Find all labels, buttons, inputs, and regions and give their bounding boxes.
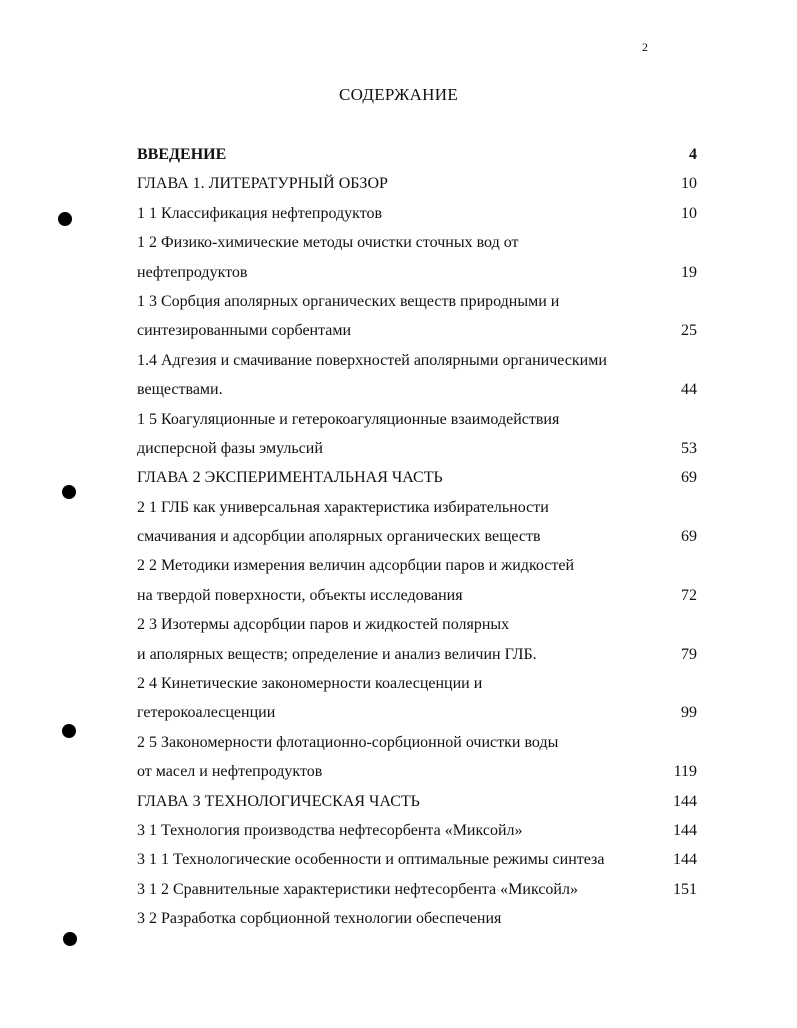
toc-entry-title: и аполярных веществ; определение и анализ величин ГЛБ. (137, 645, 537, 663)
toc-entry-page: 144 (673, 851, 697, 869)
toc-entry-title: синтезированными сорбентами (137, 322, 352, 340)
toc-entry (137, 258, 697, 287)
toc-entry-title: нефтепродуктов (137, 263, 248, 281)
toc-entry (137, 228, 697, 257)
toc-entry-title: 1.4 Адгезия и смачивание поверхностей аполярными органическими (137, 351, 607, 369)
toc-entry-page: 10 (681, 204, 697, 222)
toc-entry-title: веществами. (137, 381, 223, 399)
binder-hole (63, 932, 77, 946)
table-of-contents (137, 140, 697, 934)
toc-entry (137, 169, 697, 198)
toc-entry-page: 44 (681, 381, 697, 399)
binder-hole (58, 212, 72, 226)
toc-entry-title: 1 1 Классификация нефтепродуктов (137, 204, 383, 222)
toc-entry (137, 816, 697, 845)
toc-entry-title: смачивания и адсорбции аполярных органических веществ (137, 528, 541, 546)
toc-entry-page: 144 (673, 792, 697, 810)
toc-entry-page: 144 (673, 821, 697, 839)
toc-entry-page: 99 (681, 704, 697, 722)
toc-entry-title: 1 3 Сорбция аполярных органических веществ природными и (137, 292, 560, 310)
toc-entry (137, 845, 697, 874)
toc-entry-page: 19 (681, 263, 697, 281)
toc-entry (137, 551, 697, 580)
toc-entry (137, 904, 697, 933)
toc-entry (137, 757, 697, 786)
toc-entry-title: ГЛАВА 3 ТЕХНОЛОГИЧЕСКАЯ ЧАСТЬ (137, 792, 420, 810)
toc-entry-page: 72 (681, 586, 697, 604)
toc-entry (137, 640, 697, 669)
toc-entry-title: 2 2 Методики измерения величин адсорбции паров и жидкостей (137, 557, 575, 575)
toc-entry-title: 1 2 Физико-химические методы очистки сточных вод от (137, 234, 519, 252)
toc-entry-title: от масел и нефтепродуктов (137, 763, 323, 781)
binder-hole (62, 485, 76, 499)
toc-entry (137, 787, 697, 816)
toc-entry (137, 698, 697, 727)
toc-entry-title: 3 1 1 Технологические особенности и оптимальные режимы синтеза (137, 851, 605, 869)
toc-entry (137, 493, 697, 522)
toc-entry-page: 69 (681, 469, 697, 487)
toc-entry (137, 610, 697, 639)
toc-entry-title: 1 5 Коагуляционные и гетерокоагуляционные взаимодействия (137, 410, 560, 428)
toc-entry-title: 2 5 Закономерности флотационно-сорбционной очистки воды (137, 733, 559, 751)
toc-entry (137, 287, 697, 316)
toc-entry-page: 119 (673, 763, 697, 781)
toc-entry-page: 79 (681, 645, 697, 663)
toc-entry-page: 69 (681, 528, 697, 546)
toc-entry-page: 10 (681, 175, 697, 193)
toc-entry-title: 2 1 ГЛБ как универсальная характеристика избирательности (137, 498, 549, 516)
toc-entry-title: ВВЕДЕНИЕ (137, 146, 227, 163)
toc-entry-page: 4 (689, 146, 697, 163)
toc-entry-title: 2 4 Кинетические закономерности коалесценции и (137, 675, 483, 693)
toc-entry-page: 25 (681, 322, 697, 340)
toc-entry (137, 463, 697, 492)
toc-entry (137, 581, 697, 610)
toc-entry-title: 2 3 Изотермы адсорбции паров и жидкостей полярных (137, 616, 510, 634)
toc-entry-title: 3 1 Технология производства нефтесорбента «Миксойл» (137, 821, 523, 839)
toc-entry (137, 199, 697, 228)
toc-entry (137, 346, 697, 375)
binder-hole (62, 724, 76, 738)
toc-entry (137, 140, 697, 169)
toc-entry (137, 728, 697, 757)
toc-entry-title: на твердой поверхности, объекты исследования (137, 586, 463, 604)
page-title: СОДЕРЖАНИЕ (338, 85, 459, 104)
toc-entry-title: ГЛАВА 1. ЛИТЕРАТУРНЫЙ ОБЗОР (137, 175, 388, 193)
toc-entry (137, 434, 697, 463)
toc-entry (137, 875, 697, 904)
toc-entry-title: гетерокоалесценции (137, 704, 276, 722)
toc-entry-title: ГЛАВА 2 ЭКСПЕРИМЕНТАЛЬНАЯ ЧАСТЬ (137, 469, 443, 487)
toc-entry (137, 522, 697, 551)
toc-entry-title: дисперсной фазы эмульсий (137, 439, 323, 457)
toc-entry (137, 375, 697, 404)
toc-entry-title: 3 1 2 Сравнительные характеристики нефтесорбента «Миксойл» (137, 880, 578, 898)
toc-entry (137, 405, 697, 434)
toc-entry-title: 3 2 Разработка сорбционной технологии обеспечения (137, 910, 502, 928)
page-number: 2 (642, 40, 648, 54)
toc-entry (137, 316, 697, 345)
toc-entry-page: 151 (673, 880, 697, 898)
toc-entry-page: 53 (681, 439, 697, 457)
toc-entry (137, 669, 697, 698)
